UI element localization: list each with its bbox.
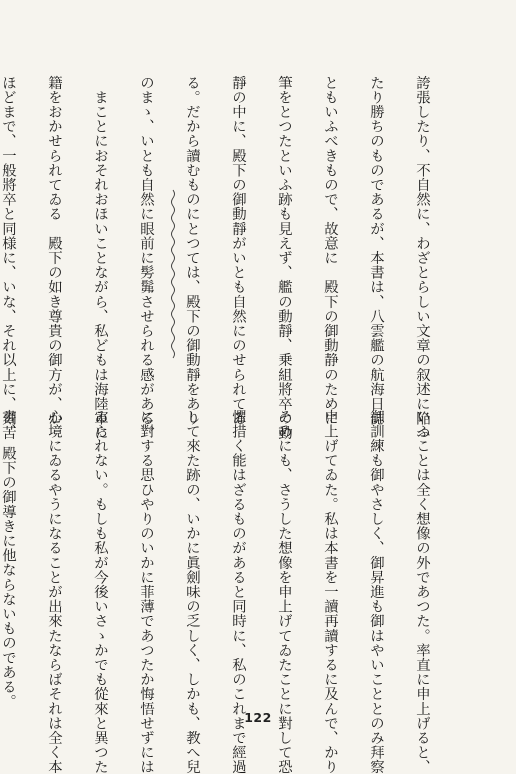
- wavy-divider: [168, 190, 178, 360]
- text-line: 誇張したり、不自然に、わざとらしい文章の叙述に陥つ: [414, 75, 430, 441]
- text-line: 御訓練も御やさしく、御昇進も御はやいこととのみ拜察: [368, 409, 384, 774]
- text-line: 靜の中に、殿下の御動靜がいとも自然にのせられてゐ: [230, 75, 246, 426]
- text-line: 筆をとつたといふ跡も見えず、艦の動靜、乗組將卒の動: [276, 75, 292, 441]
- text-line: 籍をおかせられてゐる 殿下の如き尊貴の御方が、か: [46, 75, 62, 426]
- text-line: ゐられない。もしも私が今後いさゝかでも從來と異つた: [92, 409, 108, 774]
- text-line: いふことは全く想像の外であつた。率直に申上げると、: [414, 409, 430, 774]
- text-line: まことにおそれおほいことながら、私どもは海陸軍に: [92, 75, 108, 441]
- text-line: ほどまで、一般將卒と同様に、いな、それ以上に、刻苦: [0, 75, 16, 441]
- text-line: ともいふべきもので、故意に 殿下の御動静のために: [322, 75, 338, 426]
- text-line: 心境にゐるやうになることが出來たならばそれは全く本: [46, 409, 62, 774]
- text-line: たり勝ちのものであるが、本書は、八雲艦の航海日誌: [368, 75, 384, 426]
- text-block-upper: [0, 56, 456, 441]
- page-number: 122: [244, 710, 272, 725]
- text-line: 懼措く能はざるものがあると同時に、私のこれまで經過: [230, 409, 246, 774]
- text-line: に對する思ひやりのいかに菲薄であつたか悔悟せずには: [138, 409, 154, 774]
- text-line: る。だから讀むものにとつては、殿下の御動靜をあり: [184, 75, 200, 426]
- text-line: して來た跡の、いかに眞劍味の乏しく、しかも、教へ兒: [184, 409, 200, 774]
- text-line: そめにも、さうした想像を申上げてゐたことに對して恐: [276, 409, 292, 774]
- text-line: 申上げてゐた。私は本書を一讀再讀するに及んで、かり: [322, 409, 338, 774]
- text-line: 書、 殿下の御導きに他ならないものである。: [0, 409, 16, 709]
- text-line: のまゝ、いとも自然に眼前に髣髴させられる感がある。: [138, 75, 154, 441]
